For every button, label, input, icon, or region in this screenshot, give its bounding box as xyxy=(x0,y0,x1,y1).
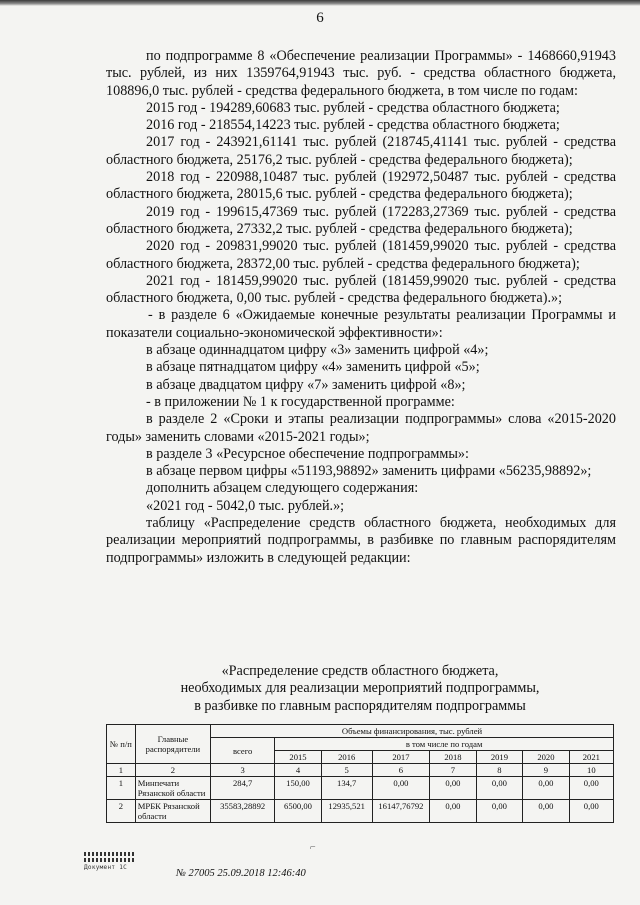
table-heading-line-1: «Распределение средств областного бюджета, xyxy=(221,663,499,679)
header-total: всего xyxy=(211,738,275,764)
year-value: 0,00 xyxy=(476,777,522,800)
index-cell: 1 xyxy=(107,764,136,777)
year-value: 6500,00 xyxy=(275,800,321,823)
index-cell: 5 xyxy=(321,764,372,777)
paragraph: «2021 год - 5042,0 тыс. рублей.»; xyxy=(146,497,345,514)
header-year: 2019 xyxy=(476,751,522,764)
row-number: 1 xyxy=(107,777,136,800)
index-cell: 3 xyxy=(211,764,275,777)
header-volumes: Объемы финансирования, тыс. рублей xyxy=(211,725,614,738)
year-value: 12935,521 xyxy=(321,800,372,823)
registration-stamp: № 27005 25.09.2018 12:46:40 xyxy=(176,868,306,879)
row-number: 2 xyxy=(107,800,136,823)
paragraph: таблицу «Распределение средств областного бюджета, необходимых для реализации мероприятий подпрограммы, в разбивке по главным распорядителям подпрограммы» изложить в следующей редакции: xyxy=(106,515,616,566)
paragraph: в абзаце двадцатом цифру «7» заменить цифрой «8»; xyxy=(146,376,466,393)
year-value: 16147,76792 xyxy=(372,800,430,823)
scan-top-edge xyxy=(0,0,640,6)
year-value: 0,00 xyxy=(523,800,569,823)
barcode-lines-2 xyxy=(84,858,136,862)
paragraph: 2019 год - 199615,47369 тыс. рублей (172283,27369 тыс. рублей - средства областного бюджета, 27332,2 тыс. рублей - средства федерального бюджета); xyxy=(106,203,616,237)
header-year: 2021 xyxy=(569,751,613,764)
index-cell: 8 xyxy=(476,764,522,777)
paragraph: 2020 год - 209831,99020 тыс. рублей (181459,99020 тыс. рублей - средства областного бюджета, 28372,00 тыс. рублей - средства федерального бюджета); xyxy=(106,238,616,272)
paragraph: 2017 год - 243921,61141 тыс. рублей (218745,41141 тыс. рублей - средства областного бюджета, 25176,2 тыс. рублей - средства федерального бюджета); xyxy=(106,134,616,168)
table-heading-line-2: необходимых для реализации мероприятий подпрограммы, xyxy=(180,680,540,697)
header-year: 2015 xyxy=(275,751,321,764)
paragraph: 2018 год - 220988,10487 тыс. рублей (192972,50487 тыс. рублей - средства областного бюджета, 28015,6 тыс. рублей - средства федерального бюджета); xyxy=(106,169,616,203)
paragraph: - в приложении № 1 к государственной программе: xyxy=(146,393,455,410)
paragraph: в абзаце первом цифры «51193,98892» заменить цифрами «56235,98892»; xyxy=(146,463,592,480)
index-cell: 2 xyxy=(135,764,210,777)
paragraph: 2015 год - 194289,60683 тыс. рублей - средства областного бюджета; xyxy=(146,99,560,116)
table-row xyxy=(107,800,614,823)
year-value: 0,00 xyxy=(430,800,476,823)
table-heading xyxy=(100,663,620,715)
year-value: 150,00 xyxy=(275,777,321,800)
year-value: 0,00 xyxy=(523,777,569,800)
table-header-row-1 xyxy=(107,725,614,738)
table-row xyxy=(107,777,614,800)
index-cell: 4 xyxy=(275,764,321,777)
paragraph: дополнить абзацем следующего содержания: xyxy=(146,480,419,497)
table-index-row xyxy=(107,764,614,777)
header-year: 2020 xyxy=(523,751,569,764)
barcode-lines xyxy=(84,852,136,856)
header-num: № п/п xyxy=(107,725,136,764)
page-number: 6 xyxy=(316,10,324,26)
year-value: 0,00 xyxy=(430,777,476,800)
header-managers: Главные распорядители xyxy=(135,725,210,764)
paragraph: в разделе 3 «Ресурсное обеспечение подпрограммы»: xyxy=(146,445,469,462)
total-value: 284,7 xyxy=(211,777,275,800)
year-value: 0,00 xyxy=(476,800,522,823)
paragraph: 2021 год - 181459,99020 тыс. рублей (181459,99020 тыс. рублей - средства областного бюджета, 0,00 тыс. рублей - средства федерального бюджета).»; xyxy=(106,272,616,307)
paragraph: 2016 год - 218554,14223 тыс. рублей - средства областного бюджета; xyxy=(146,117,560,134)
header-year: 2018 xyxy=(430,751,476,764)
paragraph: в абзаце пятнадцатом цифру «4» заменить цифрой «5»; xyxy=(146,359,480,376)
paragraph: - в разделе 6 «Ожидаемые конечные результаты реализации Программы и показатели социально-экономической эффективности»: xyxy=(106,307,616,341)
manager-name: Минпечати Рязанской области xyxy=(135,777,210,800)
table-heading-line-3: в разбивке по главным распорядителям подпрограммы xyxy=(194,697,526,714)
header-year: 2016 xyxy=(321,751,372,764)
document-body xyxy=(106,48,616,567)
index-cell: 10 xyxy=(569,764,613,777)
header-year: 2017 xyxy=(372,751,430,764)
year-value: 0,00 xyxy=(372,777,430,800)
index-cell: 7 xyxy=(430,764,476,777)
total-value: 35583,28892 xyxy=(211,800,275,823)
funding-table xyxy=(106,724,614,823)
year-value: 134,7 xyxy=(321,777,372,800)
year-value: 0,00 xyxy=(569,800,613,823)
header-including: в том числе по годам xyxy=(275,738,614,751)
paragraph: по подпрограмме 8 «Обеспечение реализации Программы» - 1468660,91943 тыс. рублей, из них 1359764,91943 тыс. руб. - средства областного бюджета, 108896,0 тыс. рублей - средства федерального бюджета, в том числе по годам: xyxy=(106,48,616,99)
logo-text: Документ 1С xyxy=(84,864,128,871)
manager-name: МРБК Рязанской области xyxy=(135,800,210,823)
paragraph: в разделе 2 «Сроки и этапы реализации подпрограммы» слова «2015-2020 годы» заменить словами «2015-2021 годы»; xyxy=(106,411,616,445)
barcode-logo xyxy=(84,852,136,871)
index-cell: 9 xyxy=(523,764,569,777)
paragraph: в абзаце одиннадцатом цифру «3» заменить цифрой «4»; xyxy=(146,342,489,359)
pen-mark: ⌐ xyxy=(310,842,316,853)
year-value: 0,00 xyxy=(569,777,613,800)
index-cell: 6 xyxy=(372,764,430,777)
